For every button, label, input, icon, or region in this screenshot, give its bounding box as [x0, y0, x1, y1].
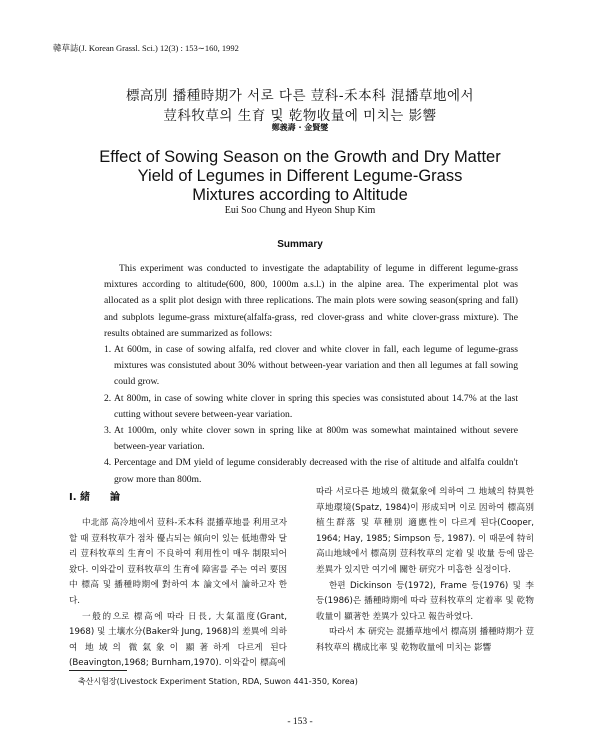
korean-title-line2: 荳科牧草의 生育 및 乾物收量에 미치는 影響	[163, 108, 437, 124]
summary-intro: This experiment was conducted to investigate the adaptability of legume in different legume-grass mixtures according to altitude(600, 800, 1000m a.s.l.) in the alpine area. The experimental plot was allocated as a split plot design with three replications. The main plots were sowing season(spring and fall) and subplots legume-grass mixture(alfalfa-grass, red clover-grass and white clover-grass mixture). The results obtained are summarized as follows:	[104, 263, 518, 339]
summary-item: 1. At 600m, in case of sowing alfalfa, red clover and white clover in fall, each legume of legume-grass mixtures was consistuted about 30% without between-year variation and then all legumes at fall sowing could grow.	[104, 344, 518, 388]
paragraph: 따라 서로다른 地域의 微氣象에 의하여 그 地域의 特異한 草地環境(Spatz, 1984)이 形成되며 이로 因하여 標高別 植生群落 및 草種別 適應性이 다르게 된다(Cooper, 1964; Hay, 1985; Simpson 등, 1987). 이 때문에 特히 高山地域에서 標高別 荳科牧草의 定着 및 收量 등에 많은 差異가 있지만 여기에 關한 研究가 미흡한 실정이다.	[316, 487, 534, 575]
journal-reference: 韓草誌(J. Korean Grassl. Sci.) 12(3) : 153∼160, 1992	[53, 43, 239, 53]
section-heading-introduction: I. 緒 論	[69, 492, 121, 503]
summary-item: 3. At 1000m, only white clover sown in spring like at 800m was somewhat maintained without severe between-year variation.	[104, 425, 518, 453]
english-title-line3: Mixtures according to Altitude	[192, 186, 408, 204]
summary-heading: Summary	[277, 239, 323, 250]
summary-item: 4. Percentage and DM yield of legume considerably decreased with the rise of altitude and alfalfa couldn't grow more than 800m.	[104, 457, 518, 485]
paragraph: 한편 Dickinson 등(1972), Frame 등(1976) 및 李 등(1986)은 播種時期에 따라 荳科牧草의 定着率 및 乾物收量이 顯著한 差異가 있다고 報告하였다.	[316, 580, 534, 622]
left-column-text	[69, 516, 287, 672]
english-title-line2: Yield of Legumes in Different Legume-Grass	[137, 167, 463, 185]
summary-item: 2. At 800m, in case of sowing white clover in spring this species was consistuted about 14.7% at the last cutting without severe between-year variation.	[104, 392, 518, 420]
korean-authors: 鄭義壽 · 金賢燮	[271, 123, 329, 132]
english-authors: Eui Soo Chung and Hyeon Shup Kim	[224, 205, 376, 216]
right-column-text	[316, 485, 534, 657]
korean-title-line1: 標高別 播種時期가 서로 다른 荳科-禾本科 混播草地에서	[125, 88, 475, 104]
english-title-line1: Effect of Sowing Season on the Growth and Dry Matter	[99, 148, 501, 166]
paragraph: 一般的으로 標高에 따라 日長, 大氣溫度(Grant, 1968) 및 土壤水分(Baker와 Jung, 1968)의 差異에 의하여 地域의 微氣象이 顯著하게 다르게 된다(Beavington,1968; Burnham,1970). 이와같이 標高에	[69, 611, 287, 669]
paragraph: 中北部 高冷地에서 荳科-禾本科 混播草地를 利用코자 할 때 荳科牧草가 점차 優占되는 傾向이 있는 低地帶와 달리 荳科牧草의 生育이 不良하여 利用性이 매우 制限되어 왔다. 이와같이 荳科牧草의 生育에 障害를 주는 여러 要因中 標高 및 播種時期에 對하여 本 論文에서 論하고자 한다.	[69, 518, 287, 606]
footnote-rule	[69, 670, 127, 671]
paragraph: 따라서 本 研究는 混播草地에서 標高別 播種時期가 荳科牧草의 構成比率 및 乾物收量에 미치는 影響	[316, 627, 534, 653]
summary-results-list	[104, 342, 518, 488]
page-number: - 153 -	[287, 717, 313, 727]
summary-body	[104, 261, 518, 488]
affiliation-footnote: 축산시험장(Livestock Experiment Station, RDA, Suwon 441-350, Korea)	[78, 677, 358, 686]
